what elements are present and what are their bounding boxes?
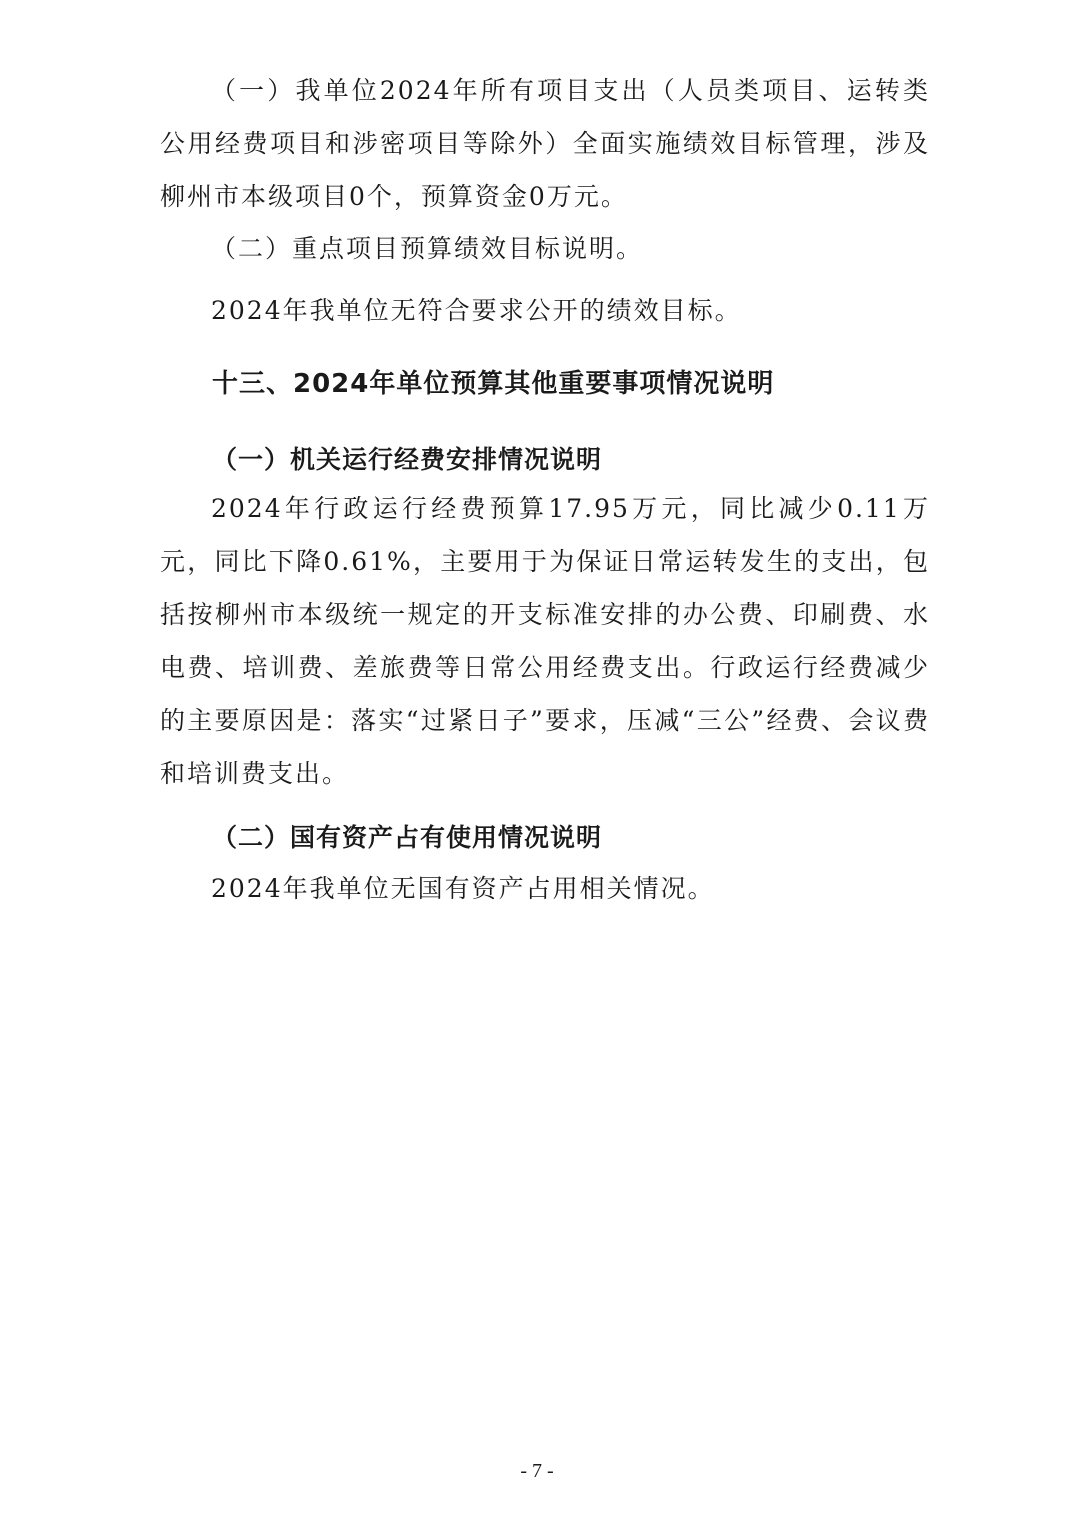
- paragraph-state-assets: 2024年我单位无国有资产占用相关情况。: [211, 874, 715, 903]
- paragraph-performance-management: （一）我单位2024年所有项目支出（人员类项目、运转类公用经费项目和涉密项目等除外）全面实施绩效目标管理，涉及柳州市本级项目0个，预算资金0万元。: [160, 76, 930, 211]
- paragraph-key-project-heading: （二）重点项目预算绩效目标说明。: [211, 234, 644, 263]
- subsection-title-state-assets: （二）国有资产占有使用情况说明: [212, 823, 603, 852]
- paragraph-no-performance-targets: 2024年我单位无符合要求公开的绩效目标。: [211, 296, 742, 325]
- section-title-13: 十三、2024年单位预算其他重要事项情况说明: [212, 369, 775, 399]
- paragraph-operating-expenses: 2024年行政运行经费预算17.95万元，同比减少0.11万元，同比下降0.61%，主要用于为保证日常运转发生的支出，包括按柳州市本级统一规定的开支标准安排的办公费、印刷费、水电费、培训费、差旅费等日常公用经费支出。行政运行经费减少的主要原因是：落实“过紧日子”要求，压减“三公”经费、会议费和培训费支出。: [160, 494, 930, 788]
- subsection-title-operating-expenses: （一）机关运行经费安排情况说明: [212, 445, 603, 474]
- page-number: - 7 -: [520, 1460, 554, 1482]
